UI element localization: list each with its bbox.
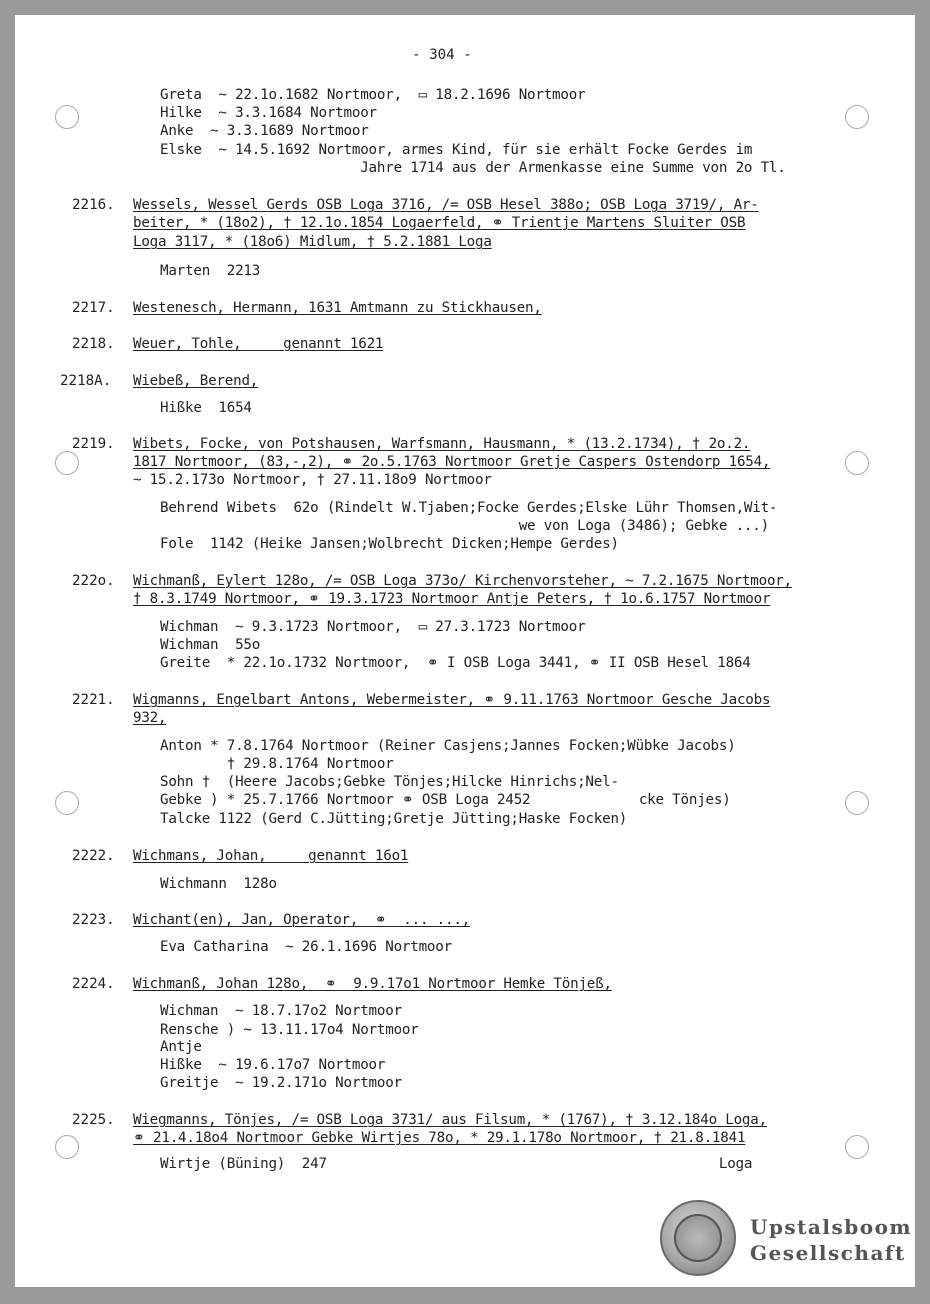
child-line: Jahre 1714 aus der Armenkasse eine Summe von 2o Tl. xyxy=(160,160,786,176)
entry-heading: Wibets, Focke, von Potshausen, Warfsmann, Hausmann, * (13.2.1734), † 2o.2. xyxy=(133,436,751,452)
punch-hole xyxy=(845,451,869,475)
entry-number: 2222. xyxy=(72,848,115,864)
child-line: Greitje ~ 19.2.171o Nortmoor xyxy=(160,1075,402,1091)
child-line: Wichman ~ 18.7.17o2 Nortmoor xyxy=(160,1003,402,1019)
punch-hole xyxy=(55,1135,79,1159)
child-line: Greta ~ 22.1o.1682 Nortmoor, ▭ 18.2.1696 Nortmoor xyxy=(160,87,586,103)
punch-hole xyxy=(55,105,79,129)
punch-hole xyxy=(845,791,869,815)
entry-heading: Wichant(en), Jan, Operator, ⚭ ... ..., xyxy=(133,912,471,928)
child-line: Hißke ~ 19.6.17o7 Nortmoor xyxy=(160,1057,386,1073)
entry-heading: 932, xyxy=(133,710,167,726)
society-seal-icon xyxy=(660,1200,736,1276)
entry-heading: Wichmanß, Johan 128o, ⚭ 9.9.17o1 Nortmoor Hemke Tönjeß, xyxy=(133,976,612,992)
child-line: Fole 1142 (Heike Jansen;Wolbrecht Dicken;Hempe Gerdes) xyxy=(160,536,619,552)
child-line: Wichmann 128o xyxy=(160,876,277,892)
child-line: Behrend Wibets 62o (Rindelt W.Tjaben;Focke Gerdes;Elske Lühr Thomsen,Wit- xyxy=(160,500,778,516)
entry-number: 2217. xyxy=(72,300,115,316)
entry-heading: Wichmans, Johan, genannt 16o1 xyxy=(133,848,409,864)
child-line: Antje xyxy=(160,1039,202,1055)
entry-number: 2223. xyxy=(72,912,115,928)
entry-heading: Wiegmanns, Tönjes, /= OSB Loga 3731/ aus Filsum, * (1767), † 3.12.184o Loga, xyxy=(133,1112,767,1128)
child-line: † 29.8.1764 Nortmoor xyxy=(160,756,394,772)
brand-line: Upstalsboom xyxy=(750,1215,913,1239)
child-line: Talcke 1122 (Gerd C.Jütting;Gretje Jütting;Haske Focken) xyxy=(160,811,628,827)
punch-hole xyxy=(55,451,79,475)
entry-heading: Wichmanß, Eylert 128o, /= OSB Loga 373o/ Kirchenvorsteher, ~ 7.2.1675 Nortmoor, xyxy=(133,573,792,589)
entry-heading: Weuer, Tohle, genannt 1621 xyxy=(133,336,384,352)
punch-hole xyxy=(845,105,869,129)
child-line: Elske ~ 14.5.1692 Nortmoor, armes Kind, für sie erhält Focke Gerdes im xyxy=(160,142,753,158)
publisher-brand xyxy=(750,1214,912,1266)
entry-number: 2216. xyxy=(72,197,115,213)
child-line: Rensche ) ~ 13.11.17o4 Nortmoor xyxy=(160,1022,419,1038)
entry-number: 2219. xyxy=(72,436,115,452)
entry-heading: Wiebeß, Berend, xyxy=(133,373,259,389)
child-line: Wichman ~ 9.3.1723 Nortmoor, ▭ 27.3.1723 Nortmoor xyxy=(160,619,586,635)
child-line: we von Loga (3486); Gebke ...) xyxy=(160,518,769,534)
child-line: Hißke 1654 xyxy=(160,400,252,416)
child-line: Eva Catharina ~ 26.1.1696 Nortmoor xyxy=(160,939,452,955)
entry-heading: Wessels, Wessel Gerds OSB Loga 3716, /= OSB Hesel 388o; OSB Loga 3719/, Ar- xyxy=(133,197,759,213)
child-line: Anke ~ 3.3.1689 Nortmoor xyxy=(160,123,369,139)
entry-number: 2221. xyxy=(72,692,115,708)
entry-heading: Loga 3117, * (18o6) Midlum, † 5.2.1881 Loga xyxy=(133,234,492,250)
entry-heading: Westenesch, Hermann, 1631 Amtmann zu Stickhausen, xyxy=(133,300,542,316)
child-line: Wichman 55o xyxy=(160,637,261,653)
child-line: Sohn † (Heere Jacobs;Gebke Tönjes;Hilcke Hinrichs;Nel- xyxy=(160,774,619,790)
child-line: Wirtje (Büning) 247 Loga xyxy=(160,1156,753,1172)
child-line: Anton * 7.8.1764 Nortmoor (Reiner Casjens;Jannes Focken;Wübke Jacobs) xyxy=(160,738,736,754)
entry-heading: 1817 Nortmoor, (83,-,2), ⚭ 2o.5.1763 Nortmoor Gretje Caspers Ostendorp 1654, xyxy=(133,454,771,470)
entry-heading: † 8.3.1749 Nortmoor, ⚭ 19.3.1723 Nortmoor Antje Peters, † 1o.6.1757 Nortmoor xyxy=(133,591,771,607)
child-line: Gebke ) * 25.7.1766 Nortmoor ⚭ OSB Loga 2452 cke Tönjes) xyxy=(160,792,731,808)
child-line: Hilke ~ 3.3.1684 Nortmoor xyxy=(160,105,377,121)
entry-number: 222o. xyxy=(72,573,115,589)
entry-heading: Wigmanns, Engelbart Antons, Webermeister, ⚭ 9.11.1763 Nortmoor Gesche Jacobs xyxy=(133,692,771,708)
page-number: - 304 - xyxy=(412,47,472,63)
entry-number: 2224. xyxy=(72,976,115,992)
entry-heading: ~ 15.2.173o Nortmoor, † 27.11.18o9 Nortmoor xyxy=(133,472,492,488)
punch-hole xyxy=(55,791,79,815)
brand-line: Gesellschaft xyxy=(750,1241,906,1265)
entry-heading: beiter, * (18o2), † 12.1o.1854 Logaerfeld, ⚭ Trientje Martens Sluiter OSB xyxy=(133,215,746,231)
entry-number: 2218A. xyxy=(60,373,112,389)
child-line: Greite * 22.1o.1732 Nortmoor, ⚭ I OSB Loga 3441, ⚭ II OSB Hesel 1864 xyxy=(160,655,751,671)
entry-heading: ⚭ 21.4.18o4 Nortmoor Gebke Wirtjes 78o, * 29.1.178o Nortmoor, † 21.8.1841 xyxy=(133,1130,746,1146)
child-line: Marten 2213 xyxy=(160,263,261,279)
entry-number: 2218. xyxy=(72,336,115,352)
entry-number: 2225. xyxy=(72,1112,115,1128)
punch-hole xyxy=(845,1135,869,1159)
